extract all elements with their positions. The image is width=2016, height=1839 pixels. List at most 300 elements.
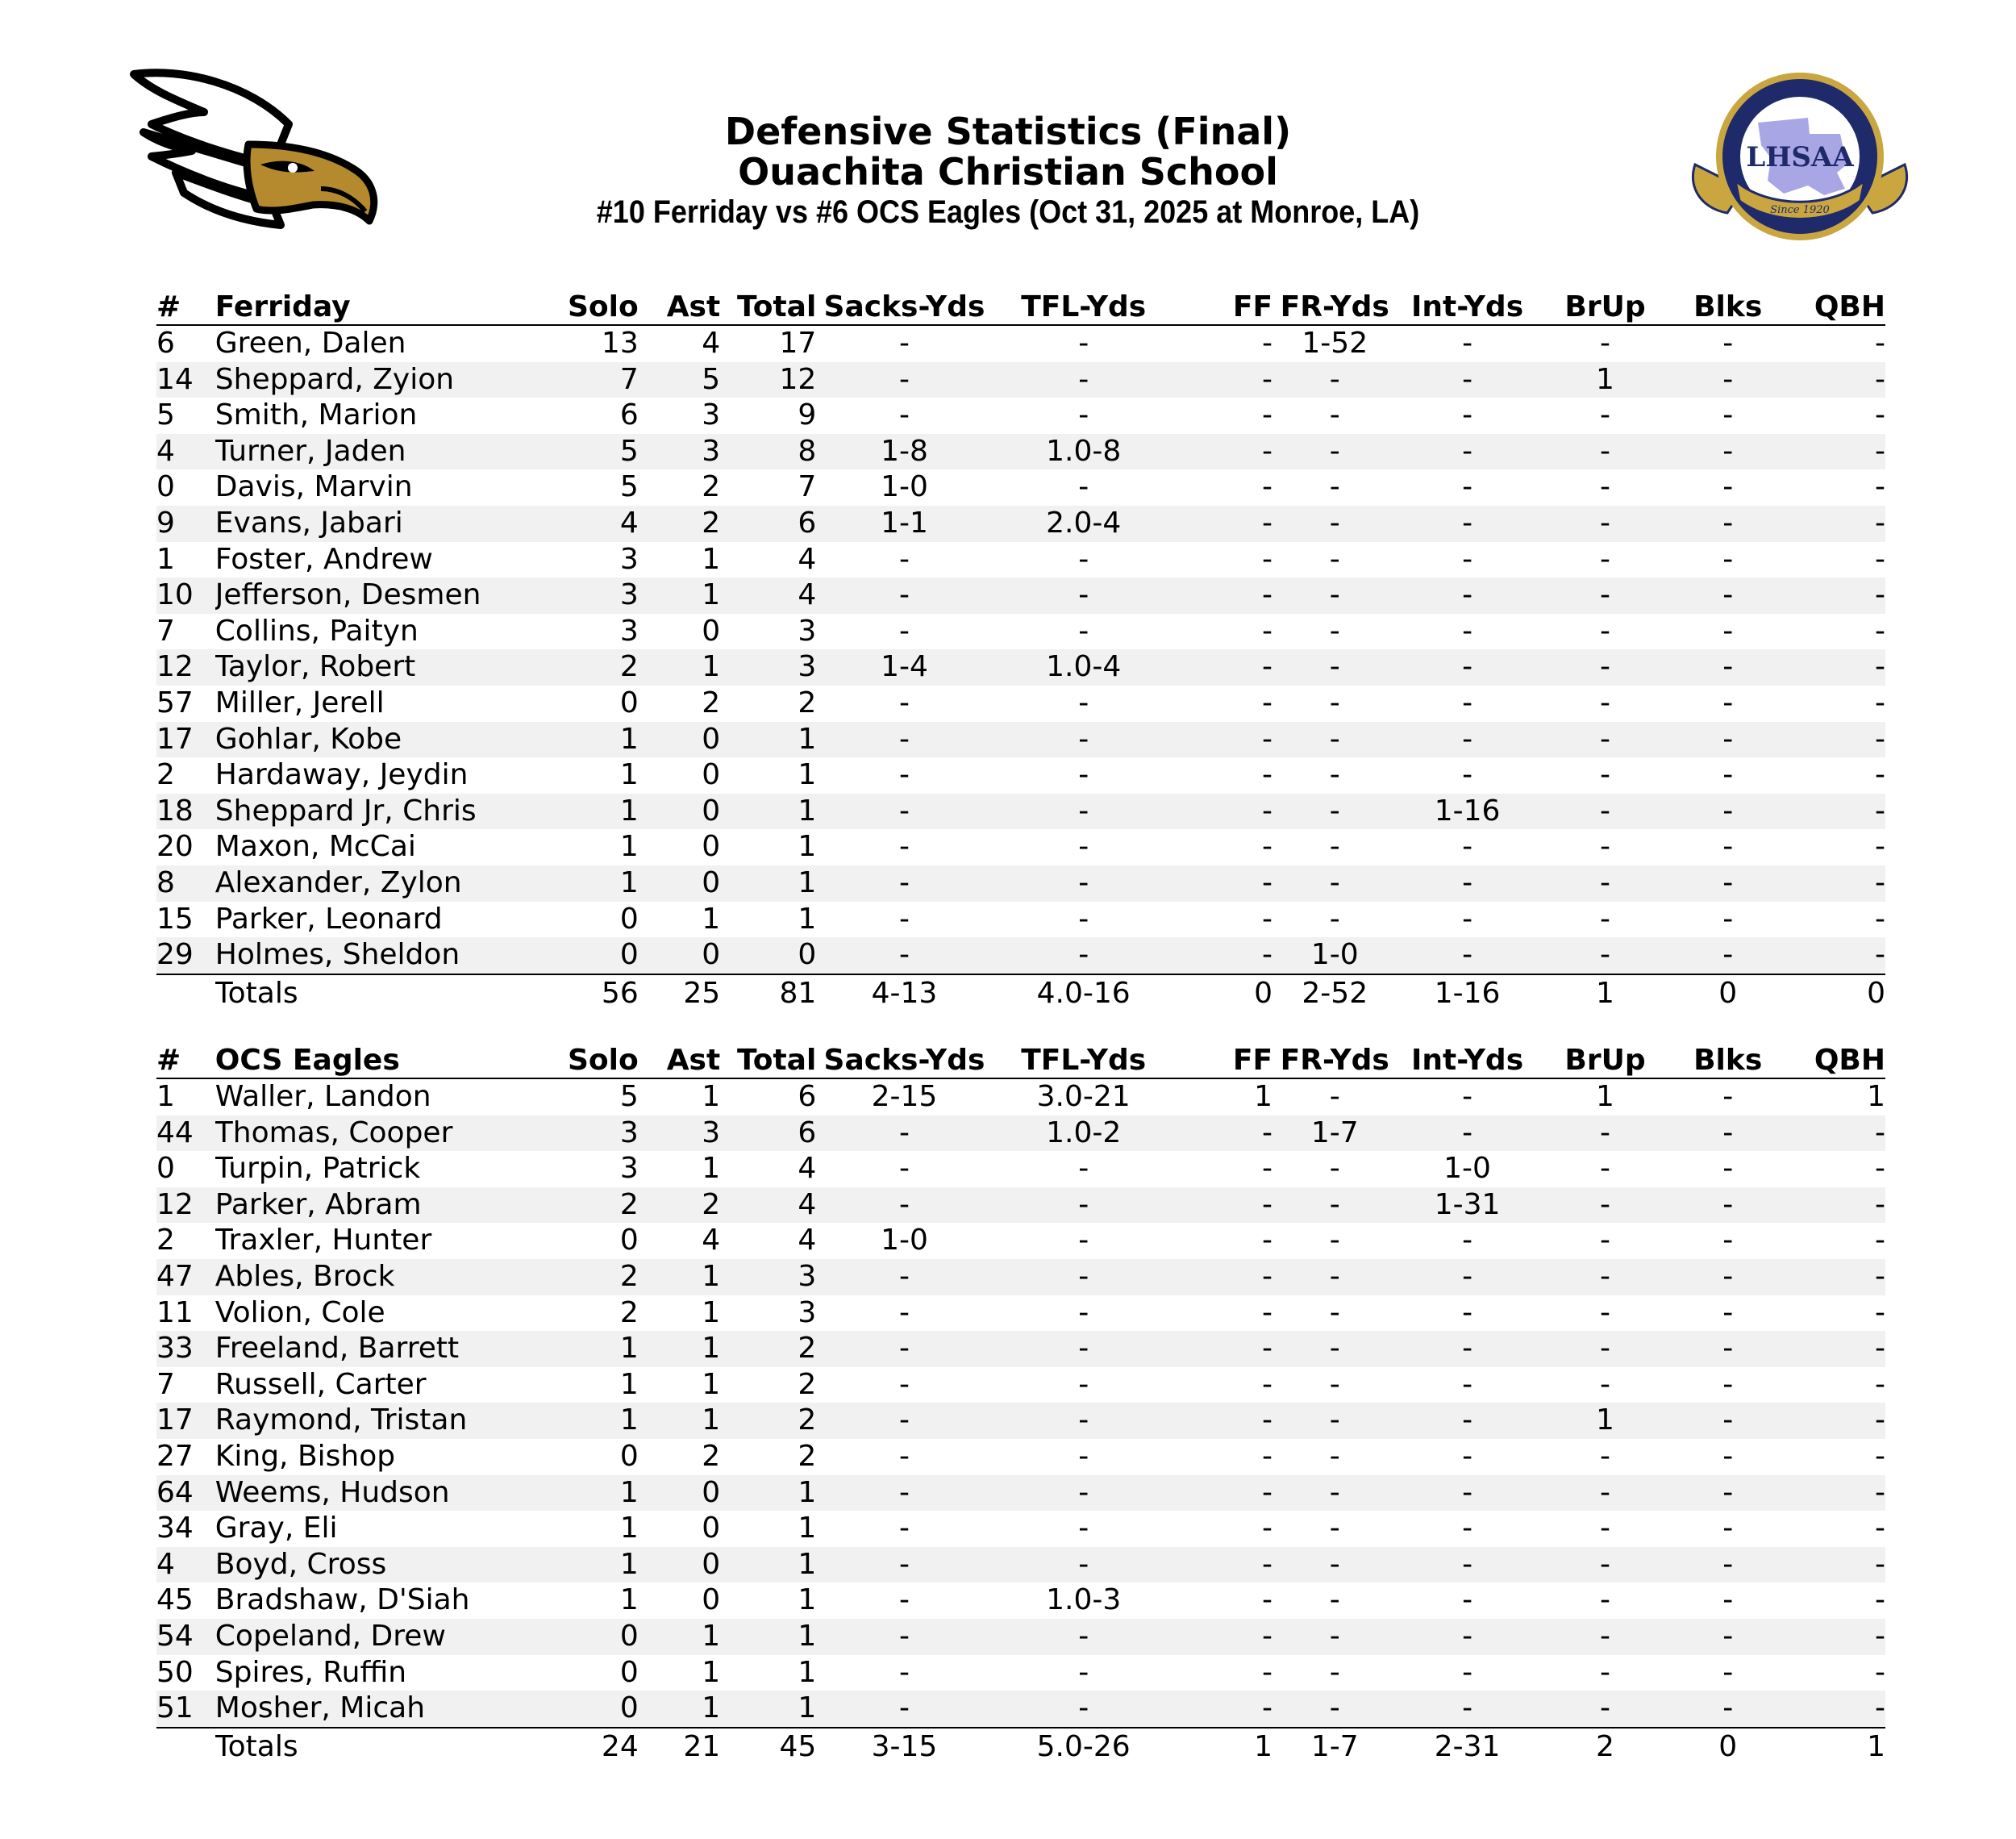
cell-blks: -: [1722, 1224, 1734, 1257]
cell-int-yds: -: [1462, 1224, 1473, 1257]
cell-total: 1: [798, 1655, 817, 1689]
cell-brup: -: [1600, 722, 1610, 756]
cell-ast: 1: [702, 650, 721, 684]
col-header-ast: Ast: [639, 1044, 720, 1078]
cell-fr-yds: -: [1329, 650, 1340, 684]
cell-ast: 1: [702, 1403, 721, 1437]
total-brup: 1: [1596, 976, 1614, 1010]
cell-player: Holmes, Sheldon: [215, 937, 557, 974]
cell-ff: -: [1262, 722, 1273, 756]
cell-blks: -: [1722, 686, 1734, 719]
cell-int-yds: 1-16: [1434, 794, 1501, 828]
cell-sacks-yds: -: [898, 1547, 910, 1581]
player-row: [156, 1223, 1885, 1259]
cell-fr-yds: -: [1329, 1583, 1340, 1617]
cell-solo: 2: [619, 650, 639, 684]
cell-tfl-yds: -: [1078, 1619, 1089, 1653]
player-row: [156, 757, 1885, 794]
player-row: [156, 902, 1885, 938]
cell-total: 4: [798, 578, 817, 612]
cell-qbh: -: [1875, 470, 1885, 504]
cell-ff: -: [1262, 1332, 1273, 1366]
total-ast: 25: [683, 976, 721, 1010]
cell-sacks-yds: -: [898, 1655, 910, 1689]
cell-ff: -: [1262, 1655, 1273, 1689]
player-row: [156, 1367, 1885, 1403]
totals-row: [156, 1728, 1885, 1766]
cell-tfl-yds: -: [1078, 1187, 1089, 1221]
cell-ff: -: [1262, 398, 1273, 432]
cell-ast: 0: [702, 1547, 721, 1581]
player-row: [156, 1547, 1885, 1583]
cell-ff: -: [1262, 1367, 1273, 1401]
cell-sacks-yds: -: [898, 578, 910, 612]
cell-jersey: 1: [156, 1080, 175, 1113]
cell-tfl-yds: 2.0-4: [1046, 506, 1122, 540]
total-int-yds: 2-31: [1434, 1729, 1501, 1763]
cell-player: Turpin, Patrick: [215, 1152, 421, 1186]
col-header-ff: FF: [1175, 1044, 1272, 1078]
cell-fr-yds: 1-0: [1272, 937, 1397, 974]
cell-qbh: -: [1875, 1547, 1885, 1581]
player-row: [156, 794, 1885, 830]
cell-brup: -: [1600, 758, 1610, 792]
cell-jersey: 14: [156, 362, 194, 396]
cell-blks: -: [1722, 1439, 1734, 1473]
cell-ff: -: [1262, 1187, 1273, 1221]
cell-qbh: -: [1875, 1259, 1885, 1293]
ferriday-defense-table: [156, 290, 1885, 1012]
cell-ast: 4: [702, 1224, 721, 1257]
cell-sacks-yds: 2-15: [871, 1080, 938, 1113]
cell-int-yds: -: [1462, 902, 1473, 936]
cell-jersey: 54: [156, 1619, 194, 1653]
cell-int-yds: -: [1462, 830, 1473, 864]
cell-sacks-yds: -: [898, 722, 910, 756]
cell-sacks-yds: -: [816, 1691, 992, 1728]
player-row: [156, 649, 1885, 686]
cell-blks: -: [1722, 865, 1734, 899]
player-row: [156, 434, 1885, 470]
cell-blks: -: [1722, 327, 1734, 360]
cell-total: 1: [798, 865, 817, 899]
cell-blks: -: [1722, 830, 1734, 864]
report-header: [0, 111, 2016, 232]
cell-total: 1: [798, 758, 817, 792]
cell-blks: -: [1722, 902, 1734, 936]
cell-brup: -: [1600, 614, 1610, 648]
cell-brup: -: [1600, 830, 1610, 864]
cell-tfl-yds: 1.0-4: [1046, 650, 1122, 684]
cell-tfl-yds: -: [993, 1691, 1175, 1728]
cell-blks: -: [1722, 1619, 1734, 1653]
cell-jersey: 2: [156, 758, 175, 792]
cell-player: Raymond, Tristan: [215, 1403, 468, 1437]
cell-tfl-yds: -: [1078, 1547, 1089, 1581]
cell-tfl-yds: -: [1078, 362, 1089, 396]
cell-jersey: 9: [156, 506, 175, 540]
total-blks: 0: [1718, 976, 1738, 1010]
total-solo: 56: [601, 976, 639, 1010]
cell-player: Alexander, Zylon: [215, 865, 462, 899]
cell-blks: -: [1722, 650, 1734, 684]
cell-tfl-yds: -: [1078, 1259, 1089, 1293]
player-row: [156, 1475, 1885, 1512]
matchup-line: #10 Ferriday vs #6 OCS Eagles (Oct 31, 2025 at Monroe, LA): [596, 194, 1420, 230]
cell-jersey: 0: [156, 1152, 175, 1186]
cell-int-yds: -: [1462, 542, 1473, 576]
cell-solo: 1: [619, 758, 639, 792]
cell-tfl-yds: -: [1078, 1439, 1089, 1473]
total-solo: 24: [601, 1729, 639, 1763]
cell-jersey: 10: [156, 578, 194, 612]
cell-brup: -: [1600, 1115, 1610, 1149]
cell-solo: 0: [619, 1619, 639, 1653]
cell-qbh: -: [1875, 686, 1885, 719]
cell-sacks-yds: -: [898, 1259, 910, 1293]
cell-solo: 2: [619, 1295, 639, 1329]
col-header-sacks-yds: Sacks-Yds: [816, 1044, 992, 1078]
cell-player: Taylor, Robert: [215, 650, 416, 684]
cell-blks: -: [1722, 434, 1734, 468]
cell-solo: 5: [619, 1080, 639, 1113]
col-header-solo: Solo: [556, 290, 638, 325]
cell-ast: 0: [702, 1475, 721, 1509]
cell-sacks-yds: -: [898, 614, 910, 648]
cell-sacks-yds: -: [898, 398, 910, 432]
cell-blks: -: [1722, 470, 1734, 504]
cell-solo: 3: [619, 614, 639, 648]
cell-solo: 1: [619, 1332, 639, 1366]
cell-blks: -: [1722, 362, 1734, 396]
cell-brup: -: [1600, 794, 1610, 828]
cell-blks: -: [1722, 1547, 1734, 1581]
cell-sacks-yds: -: [898, 686, 910, 719]
cell-player: Jefferson, Desmen: [215, 578, 481, 612]
col-header-brup: BrUp: [1538, 290, 1673, 325]
cell-tfl-yds: -: [993, 937, 1175, 974]
cell-tfl-yds: -: [1078, 1332, 1089, 1366]
cell-qbh: -: [1875, 1655, 1885, 1689]
player-row: [156, 1331, 1885, 1367]
cell-solo: 6: [619, 398, 639, 432]
cell-tfl-yds: -: [1078, 1295, 1089, 1329]
total-ff: 1: [1254, 1729, 1273, 1763]
cell-fr-yds: -: [1329, 362, 1340, 396]
cell-total: 2: [798, 1332, 817, 1366]
cell-qbh: -: [1875, 1475, 1885, 1509]
cell-fr-yds: -: [1329, 1152, 1340, 1186]
cell-brup: 1: [1596, 362, 1614, 396]
cell-blks: -: [1672, 937, 1783, 974]
cell-tfl-yds: -: [1078, 1152, 1089, 1186]
cell-solo: 1: [619, 1512, 639, 1545]
total-total: 45: [779, 1729, 817, 1763]
cell-solo: 1: [619, 865, 639, 899]
cell-ast: 0: [702, 758, 721, 792]
cell-brup: -: [1600, 1259, 1610, 1293]
cell-blks: -: [1722, 1512, 1734, 1545]
cell-tfl-yds: 1.0-8: [1046, 434, 1122, 468]
cell-solo: 5: [619, 434, 639, 468]
cell-sacks-yds: -: [898, 327, 910, 360]
cell-blks: -: [1722, 722, 1734, 756]
cell-jersey: 29: [156, 937, 215, 974]
cell-int-yds: 1-31: [1434, 1187, 1501, 1221]
cell-total: 1: [798, 1475, 817, 1509]
cell-brup: -: [1600, 398, 1610, 432]
cell-solo: 2: [619, 1259, 639, 1293]
cell-int-yds: -: [1462, 506, 1473, 540]
cell-blks: -: [1722, 1332, 1734, 1366]
cell-brup: -: [1600, 1332, 1610, 1366]
cell-int-yds: -: [1462, 434, 1473, 468]
cell-qbh: -: [1875, 1619, 1885, 1653]
cell-qbh: -: [1875, 1332, 1885, 1366]
cell-player: Copeland, Drew: [215, 1619, 446, 1653]
cell-ff: -: [1262, 1583, 1273, 1617]
cell-qbh: -: [1875, 722, 1885, 756]
player-row: [156, 829, 1885, 865]
col-header-int-yds: Int-Yds: [1397, 290, 1537, 325]
cell-ast: 1: [702, 1259, 721, 1293]
total-qbh: 0: [1867, 976, 1885, 1010]
cell-ast: 3: [702, 398, 721, 432]
player-row: [156, 1403, 1885, 1439]
total-fr-yds: 1-7: [1310, 1729, 1359, 1763]
player-row: [156, 578, 1885, 614]
player-row: [156, 937, 1885, 974]
cell-total: 1: [720, 1691, 816, 1728]
seal-since: Since 1920: [1770, 204, 1830, 216]
cell-ast: 1: [702, 1655, 721, 1689]
cell-brup: -: [1600, 434, 1610, 468]
cell-sacks-yds: -: [898, 1332, 910, 1366]
cell-tfl-yds: -: [1078, 542, 1089, 576]
cell-player: Freeland, Barrett: [215, 1332, 460, 1366]
cell-sacks-yds: 1-0: [881, 1224, 928, 1257]
cell-sacks-yds: -: [898, 1367, 910, 1401]
cell-jersey: 33: [156, 1332, 194, 1366]
cell-int-yds: -: [1462, 470, 1473, 504]
cell-qbh: 1: [1867, 1080, 1885, 1113]
cell-fr-yds: -: [1329, 1547, 1340, 1581]
cell-int-yds: -: [1462, 578, 1473, 612]
cell-player: Miller, Jerell: [215, 686, 385, 719]
header-row: [156, 290, 1885, 325]
cell-int-yds: -: [1462, 1367, 1473, 1401]
cell-ast: 0: [702, 722, 721, 756]
cell-fr-yds: -: [1329, 1187, 1340, 1221]
col-header-total: Total: [720, 1044, 816, 1078]
cell-total: 1: [798, 902, 817, 936]
cell-blks: -: [1722, 1583, 1734, 1617]
cell-ast: 1: [702, 1619, 721, 1653]
cell-ff: -: [1262, 470, 1273, 504]
cell-fr-yds: -: [1329, 758, 1340, 792]
cell-ff: -: [1262, 434, 1273, 468]
player-row: [156, 1691, 1885, 1728]
cell-brup: -: [1600, 1295, 1610, 1329]
cell-jersey: 6: [156, 327, 175, 360]
cell-qbh: -: [1783, 937, 1885, 974]
cell-player: King, Bishop: [215, 1439, 396, 1473]
cell-blks: -: [1722, 578, 1734, 612]
cell-sacks-yds: -: [898, 758, 910, 792]
cell-ast: 1: [702, 1152, 721, 1186]
cell-player: Turner, Jaden: [215, 434, 406, 468]
cell-brup: -: [1600, 650, 1610, 684]
cell-jersey: 4: [156, 434, 175, 468]
cell-ff: -: [1262, 1259, 1273, 1293]
cell-int-yds: -: [1462, 398, 1473, 432]
cell-ast: 4: [702, 327, 721, 360]
cell-solo: 3: [619, 578, 639, 612]
cell-fr-yds: -: [1329, 578, 1340, 612]
cell-int-yds: -: [1462, 1439, 1473, 1473]
cell-jersey: 45: [156, 1583, 194, 1617]
cell-int-yds: -: [1397, 937, 1537, 974]
total-qbh: 1: [1867, 1729, 1885, 1763]
cell-jersey: 64: [156, 1475, 194, 1509]
cell-total: 4: [798, 1187, 817, 1221]
cell-jersey: 34: [156, 1512, 194, 1545]
cell-total: 1: [798, 1512, 817, 1545]
cell-blks: -: [1722, 1259, 1734, 1293]
cell-total: 1: [798, 1619, 817, 1653]
player-row: [156, 362, 1885, 398]
cell-blks: -: [1722, 1115, 1734, 1149]
cell-ast: 0: [702, 1583, 721, 1617]
cell-solo: 0: [619, 1224, 639, 1257]
col-header-sacks-yds: Sacks-Yds: [816, 290, 992, 325]
cell-ff: -: [1262, 794, 1273, 828]
cell-int-yds: -: [1462, 614, 1473, 648]
cell-brup: -: [1600, 1187, 1610, 1221]
cell-ast: 3: [702, 1115, 721, 1149]
cell-ast: 0: [702, 794, 721, 828]
total-player: Totals: [215, 976, 298, 1010]
cell-player: Mosher, Micah: [215, 1691, 557, 1728]
cell-tfl-yds: -: [1078, 865, 1089, 899]
col-header-qbh: QBH: [1783, 1044, 1885, 1078]
cell-qbh: -: [1875, 1152, 1885, 1186]
cell-ast: 5: [702, 362, 721, 396]
cell-ff: -: [1262, 542, 1273, 576]
cell-int-yds: -: [1462, 1080, 1473, 1113]
cell-total: 4: [798, 542, 817, 576]
cell-player: Sheppard Jr, Chris: [215, 794, 477, 828]
cell-brup: -: [1600, 1655, 1610, 1689]
cell-fr-yds: -: [1329, 470, 1340, 504]
cell-ast: 0: [702, 614, 721, 648]
cell-qbh: -: [1875, 578, 1885, 612]
cell-ast: 1: [639, 1691, 720, 1728]
cell-player: Evans, Jabari: [215, 506, 403, 540]
cell-tfl-yds: -: [1078, 470, 1089, 504]
cell-brup: -: [1600, 902, 1610, 936]
cell-qbh: -: [1875, 506, 1885, 540]
cell-solo: 1: [619, 1367, 639, 1401]
cell-solo: 0: [619, 1655, 639, 1689]
cell-sacks-yds: -: [898, 865, 910, 899]
cell-int-yds: -: [1462, 1403, 1473, 1437]
cell-fr-yds: -: [1329, 902, 1340, 936]
cell-sacks-yds: 1-0: [881, 470, 928, 504]
col-header-fr-yds: FR-Yds: [1272, 290, 1397, 325]
cell-solo: 13: [601, 327, 639, 360]
cell-solo: 3: [619, 1152, 639, 1186]
cell-fr-yds: -: [1329, 614, 1340, 648]
cell-fr-yds: -: [1329, 1080, 1340, 1113]
cell-blks: -: [1722, 1080, 1734, 1113]
cell-player: Traxler, Hunter: [215, 1224, 432, 1257]
cell-fr-yds: -: [1329, 1475, 1340, 1509]
cell-brup: -: [1600, 1152, 1610, 1186]
school-name: Ouachita Christian School: [738, 150, 1278, 194]
cell-blks: -: [1722, 1187, 1734, 1221]
cell-ff: -: [1262, 327, 1273, 360]
cell-tfl-yds: -: [1078, 1367, 1089, 1401]
cell-player: Ables, Brock: [215, 1259, 395, 1293]
total-brup: 2: [1596, 1729, 1614, 1763]
cell-fr-yds: -: [1329, 434, 1340, 468]
cell-player: Russell, Carter: [215, 1367, 427, 1401]
cell-fr-yds: -: [1329, 1655, 1340, 1689]
cell-ff: -: [1262, 1475, 1273, 1509]
cell-jersey: 27: [156, 1439, 194, 1473]
cell-fr-yds: -: [1329, 1332, 1340, 1366]
cell-brup: -: [1600, 1224, 1610, 1257]
player-row: [156, 398, 1885, 434]
cell-fr-yds: -: [1329, 1403, 1340, 1437]
cell-total: 1: [798, 722, 817, 756]
cell-sacks-yds: 1-1: [881, 506, 928, 540]
cell-ff: -: [1262, 1547, 1273, 1581]
cell-qbh: -: [1875, 794, 1885, 828]
cell-blks: -: [1722, 1152, 1734, 1186]
col-header-brup: BrUp: [1538, 1044, 1673, 1078]
cell-jersey: 44: [156, 1115, 194, 1149]
cell-total: 3: [798, 1295, 817, 1329]
cell-ast: 1: [702, 1332, 721, 1366]
cell-solo: 1: [619, 830, 639, 864]
cell-ast: 2: [702, 1187, 721, 1221]
cell-solo: 0: [619, 1439, 639, 1473]
cell-total: 9: [798, 398, 817, 432]
cell-int-yds: -: [1462, 1295, 1473, 1329]
cell-solo: 0: [619, 902, 639, 936]
cell-player: Thomas, Cooper: [215, 1115, 453, 1149]
cell-ff: -: [1262, 1152, 1273, 1186]
cell-ast: 0: [702, 830, 721, 864]
cell-qbh: -: [1875, 1295, 1885, 1329]
cell-jersey: 57: [156, 686, 194, 719]
cell-solo: 3: [619, 1115, 639, 1149]
player-row: [156, 722, 1885, 758]
cell-ff: -: [1262, 902, 1273, 936]
cell-tfl-yds: -: [1078, 398, 1089, 432]
total-total: 81: [779, 976, 817, 1010]
cell-tfl-yds: -: [1078, 686, 1089, 719]
cell-ast: 2: [702, 470, 721, 504]
cell-sacks-yds: -: [898, 1619, 910, 1653]
cell-ff: -: [1262, 686, 1273, 719]
cell-solo: 1: [619, 794, 639, 828]
cell-qbh: -: [1875, 1224, 1885, 1257]
cell-qbh: -: [1875, 902, 1885, 936]
cell-sacks-yds: -: [816, 937, 992, 974]
